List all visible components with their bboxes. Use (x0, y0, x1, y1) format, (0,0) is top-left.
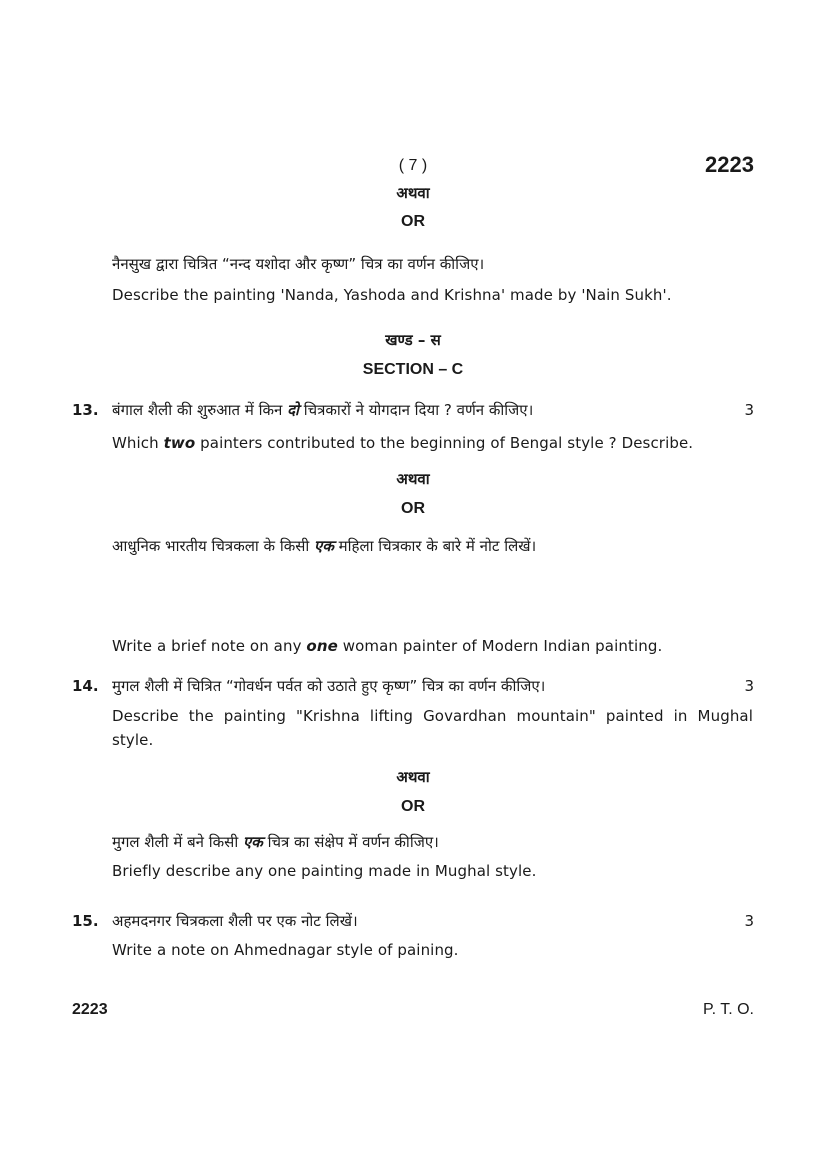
section-title-english: SECTION – C (362, 361, 464, 378)
question-text-english: Describe the painting "Krishna lifting Govardhan mountain" painted in Mughal (112, 707, 753, 725)
marks: 3 (744, 677, 754, 695)
paper-code: 2223 (705, 152, 754, 177)
section-title-hindi: खण्ड – स (385, 331, 441, 349)
emphasis-text: एक (314, 537, 334, 555)
question-number: 14. (72, 677, 99, 695)
question-text-english-cont: style. (112, 731, 154, 749)
question-text-hindi: मुगल शैली में चित्रित “गोवर्धन पर्वत को उठाते हुए कृष्ण” चित्र का वर्णन कीजिए। (112, 677, 546, 695)
text-part: woman painter of Modern Indian painting. (337, 637, 663, 655)
marks: 3 (744, 912, 754, 930)
question-text-english: Write a note on Ahmednagar style of paining. (112, 941, 459, 959)
emphasis-text: one (306, 637, 338, 655)
text-part: चित्र का संक्षेप में वर्णन कीजिए। (262, 833, 439, 851)
text-part: आधुनिक भारतीय चित्रकला के किसी (112, 537, 315, 555)
question-text-english: Briefly describe any one painting made in Mughal style. (112, 862, 537, 880)
question-number: 15. (72, 912, 99, 930)
question-number: 13. (72, 401, 99, 419)
question-text-hindi: नैनसुख द्वारा चित्रित “नन्द यशोदा और कृष्ण” चित्र का वर्णन कीजिए। (112, 255, 485, 273)
athva-label: अथवा (396, 184, 430, 202)
or-label: OR (401, 500, 425, 517)
question-text-english (112, 434, 693, 452)
text-part: महिला चित्रकार के बारे में नोट लिखें। (333, 537, 537, 555)
pto-label: P. T. O. (703, 1001, 754, 1018)
footer-code: 2223 (72, 1001, 108, 1018)
text-part: Write a brief note on any (112, 637, 307, 655)
text-part: बंगाल शैली की शुरुआत में किन (112, 401, 288, 419)
athva-label: अथवा (396, 470, 430, 488)
text-part: मुगल शैली में बने किसी (112, 833, 243, 851)
text-part: Which (112, 434, 164, 452)
text-part: चित्रकारों ने योगदान दिया ? वर्णन कीजिए। (298, 401, 534, 419)
emphasis-text: two (163, 434, 196, 452)
or-label: OR (401, 798, 425, 815)
question-text-english: Describe the painting 'Nanda, Yashoda and Krishna' made by 'Nain Sukh'. (112, 286, 672, 304)
athva-label: अथवा (396, 768, 430, 786)
question-text-hindi (112, 400, 533, 420)
question-text-hindi: अहमदनगर चित्रकला शैली पर एक नोट लिखें। (112, 912, 358, 930)
emphasis-text: दो (287, 401, 299, 419)
question-text-hindi (112, 832, 439, 852)
emphasis-text: एक (242, 833, 263, 851)
text-part: painters contributed to the beginning of Bengal style ? Describe. (195, 434, 694, 452)
marks: 3 (744, 401, 754, 419)
page-number: ( 7 ) (398, 157, 428, 174)
question-text-english (112, 637, 662, 655)
or-label: OR (401, 213, 425, 230)
question-text-hindi (112, 536, 536, 556)
